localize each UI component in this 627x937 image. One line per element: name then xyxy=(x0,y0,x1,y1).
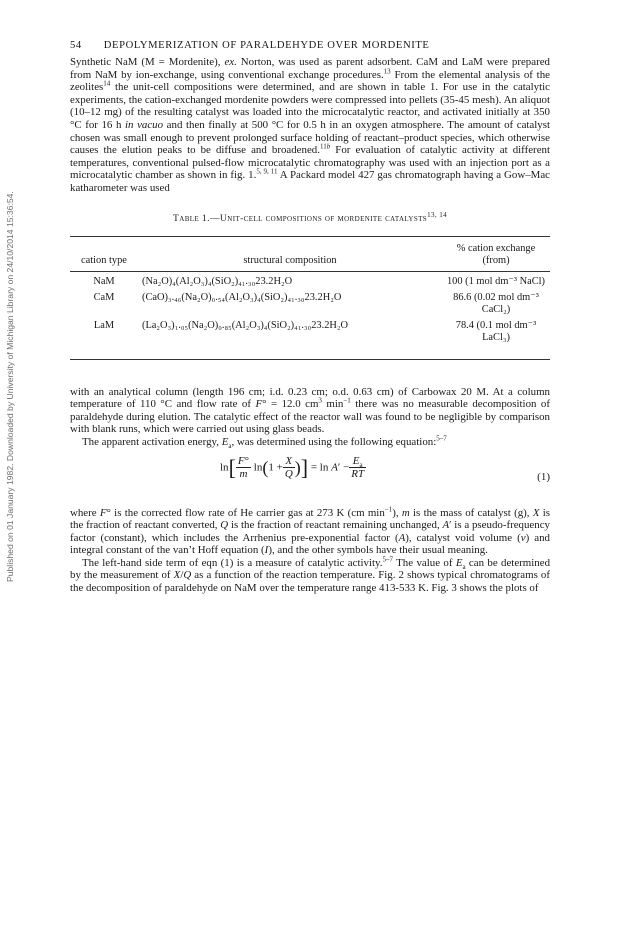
table-row xyxy=(70,288,550,316)
publication-notice: Published on 01 January 1982. Downloaded by University of Michigan Library on 24/10/2014 15:36:54. xyxy=(5,191,15,582)
row-composition: (Na₂O)₄(Al₂O₃)₄(SiO₂)₄₁.₃₀23.2H₂O xyxy=(142,275,293,287)
row-cation-type: LaM xyxy=(70,316,138,359)
running-header xyxy=(70,40,550,51)
row-exchange: 100 (1 mol dm⁻³ NaCl) xyxy=(446,275,546,287)
equation-body: ln[ $\frac{F^\circ}{m}$ ln(1 + $\frac{X}{Q}$ )] = ln A′ − $\frac{E_a}{RT}$ xyxy=(220,454,365,481)
paragraph-methods: Synthetic NaM (M = Mordenite), ex. Norton, was used as parent adsorbent. CaM and LaM were prepared from NaM by ion-exchange, using conventional exchange procedures.$^{13}$ From the elemental analysis of the zeolites$^{14}$ the unit-cell compositions were determined, and are shown in table 1. For use in the catalytic experiments, the cation-exchanged mordenite powders were compressed into pellets (35-45 mesh). An aliquot (10–12 mg) of the resulting catalyst was loaded into the microcatalytic reactor, and activated initially at 350 °C for 16 h in vacuo and then finally at 500 °C for 0.5 h in an oxygen atmosphere. The amount of catalyst chosen was small enough to prevent prolonged surface holding of reactant–product species, which otherwise causes the elution peaks to be diffuse and broadened.$^{11b}$ For evaluation of catalytic activity at different temperatures, conventional pulsed-flow microcatalytic chromatography was used with an injection port as a microcatalytic chamber as shown in fig. 1.$^{5, 9, 11}$ A Packard model 427 gas chromatograph having a Gow–Mac katharometer was used xyxy=(70,56,550,194)
table-caption-text: Table 1.—Unit-cell compositions of mordenite catalysts xyxy=(172,212,428,224)
row-exchange: 78.4 (0.1 mol dm⁻³ LaCl₃) xyxy=(442,316,550,359)
equation-number: (1) xyxy=(537,470,550,483)
paragraph-activation-energy: The apparent activation energy, $E_a$, was determined using the following equation:$^{5-7}$ xyxy=(82,434,447,451)
table-caption xyxy=(70,210,550,224)
running-title: DEPOLYMERIZATION OF PARALDEHYDE OVER MORDENITE xyxy=(103,40,430,51)
table-row xyxy=(70,316,550,359)
header-cation-type: cation type xyxy=(70,241,138,272)
paragraph-column: with an analytical column (length 196 cm; i.d. 0.23 cm; o.d. 0.63 cm) of Carbowax 20 M. At a column temperature of 110 °C and flow rate of F° = 12.0 $cm^3$ $\min^{-1}$ there was no measurable decomposition of paraldehyde during elution. The catalytic effect of the reactor wall was found to be negligible by comparison with blank runs, which were carried out using glass beads. xyxy=(70,385,551,436)
unit-cell-table xyxy=(70,236,550,360)
row-cation-type: NaM xyxy=(93,275,115,287)
header-structural-composition: structural composition xyxy=(138,241,442,272)
paragraph-catalytic-activity: The left-hand side term of eqn (1) is a measure of catalytic activity.$^{5-7}$ The value of $E_a$ can be determined by the measurement of X/Q as a function of the reaction temperature. Fig. 2 shows typical chromatograms of the decomposition of paraldehyde on NaM over the temperature range 413-533 K. Fig. 3 shows the plots of xyxy=(70,555,551,595)
paragraph-definitions: where F° is the corrected flow rate of He carrier gas at 273 K (cm $\min^{-1}$), m is the mass of catalyst (g), X is the fraction of reactant converted, Q is the fraction of reactant remaining unchanged, A′ is a pseudo-frequency factor (constant), which includes the Arrhenius pre-exponential factor (A), catalyst void volume (v) and integral constant of the van’t Hoff equation (I), and the other symbols have their usual meaning. xyxy=(70,504,551,557)
row-composition: (CaO)₃.₄₆(Na₂O)₀.₅₄(Al₂O₃)₄(SiO₂)₄₁.₃₀23.2H₂O xyxy=(142,291,342,303)
paper-page xyxy=(70,40,550,595)
table-row xyxy=(70,271,550,288)
table-caption-refs: 13, 14 xyxy=(427,210,447,219)
row-exchange: 86.6 (0.02 mol dm⁻³ CaCl₂) xyxy=(453,291,539,315)
row-cation-type: CaM xyxy=(93,291,115,303)
equation-1 xyxy=(70,455,550,501)
row-composition: (La₂O₃)₁.₀₅(Na₂O)₀.₈₅(Al₂O₃)₄(SiO₂)₄₁.₃₀23.2H₂O xyxy=(138,316,442,359)
header-cation-exchange: % cation exchange (from) xyxy=(442,241,550,272)
page-number: 54 xyxy=(70,40,82,51)
publication-sidebar xyxy=(3,10,17,870)
